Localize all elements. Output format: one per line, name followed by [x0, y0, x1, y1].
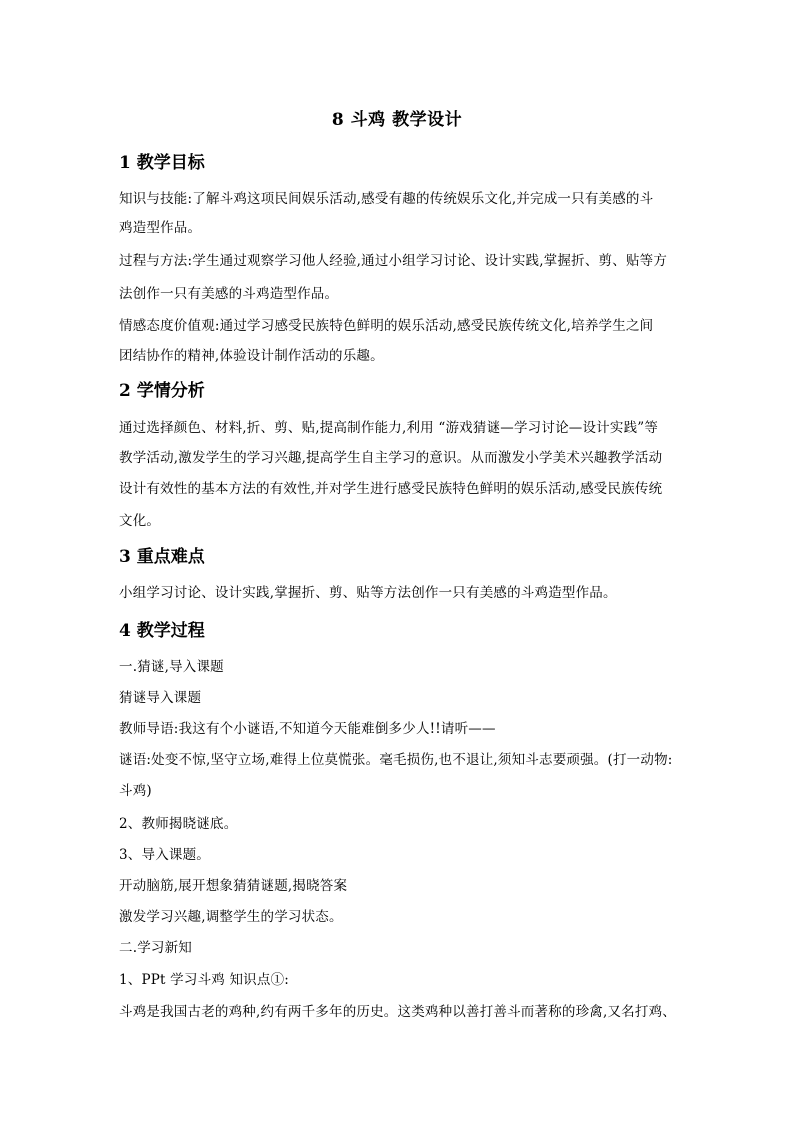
paragraph-line: 团结协作的精神,体验设计制作活动的乐趣。	[119, 348, 384, 364]
paragraph-line: 小组学习讨论、设计实践,掌握折、剪、贴等方法创作一只有美感的斗鸡造型作品。	[119, 585, 617, 601]
paragraph-line: 3、导入课题。	[119, 847, 210, 863]
paragraph-line: 设计有效性的基本方法的有效性,并对学生进行感受民族特色鲜明的娱乐活动,感受民族传统	[119, 481, 663, 497]
paragraph-line: 教师导语:我这有个小谜语,不知道今天能难倒多少人!!请听——	[119, 721, 496, 737]
paragraph-line: 激发学习兴趣,调整学生的学习状态。	[119, 909, 343, 925]
paragraph-line: 情感态度价值观:通过学习感受民族特色鲜明的娱乐活动,感受民族传统文化,培养学生之间	[119, 318, 654, 334]
paragraph-line: 猜谜导入课题	[119, 690, 202, 706]
section-heading-objectives: 1 教学目标	[119, 153, 205, 173]
paragraph-line: 法创作一只有美感的斗鸡造型作品。	[119, 286, 339, 302]
paragraph-line: 二.学习新知	[119, 940, 192, 956]
section-heading-teaching-process: 4 教学过程	[119, 621, 205, 641]
document-title: 8 斗鸡 教学设计	[331, 110, 463, 130]
paragraph-line: 一.猜谜,导入课题	[119, 659, 224, 675]
paragraph-line: 斗鸡是我国古老的鸡种,约有两千多年的历史。这类鸡种以善打善斗而著称的珍禽,又名打鸡、	[119, 1004, 676, 1020]
paragraph-line: 教学活动,激发学生的学习兴趣,提高学生自主学习的意识。从而激发小学美术兴趣教学活动	[119, 450, 663, 466]
paragraph-line: 通过选择颜色、材料,折、剪、贴,提高制作能力,利用 “游戏猜谜—学习讨论—设计实践”等	[119, 420, 659, 436]
section-heading-student-analysis: 2 学情分析	[119, 381, 205, 401]
section-heading-key-points: 3 重点难点	[119, 547, 205, 567]
paragraph-line: 开动脑筋,展开想象猜猜谜题,揭晓答案	[119, 878, 348, 894]
paragraph-line: 鸡造型作品。	[119, 220, 202, 236]
paragraph-line: 过程与方法:学生通过观察学习他人经验,通过小组学习讨论、设计实践,掌握折、剪、贴等方	[119, 253, 668, 269]
paragraph-line: 文化。	[119, 513, 161, 529]
paragraph-line: 1、PPt 学习斗鸡 知识点①:	[119, 972, 290, 988]
paragraph-line: 知识与技能:了解斗鸡这项民间娱乐活动,感受有趣的传统娱乐文化,并完成一只有美感的斗	[119, 191, 654, 207]
paragraph-line: 2、教师揭晓谜底。	[119, 816, 238, 832]
paragraph-line: 谜语:处变不惊,坚守立场,难得上位莫慌张。毫毛损伤,也不退让,须知斗志要顽强。(打一动物:	[119, 752, 673, 768]
paragraph-line: 斗鸡)	[119, 783, 152, 799]
